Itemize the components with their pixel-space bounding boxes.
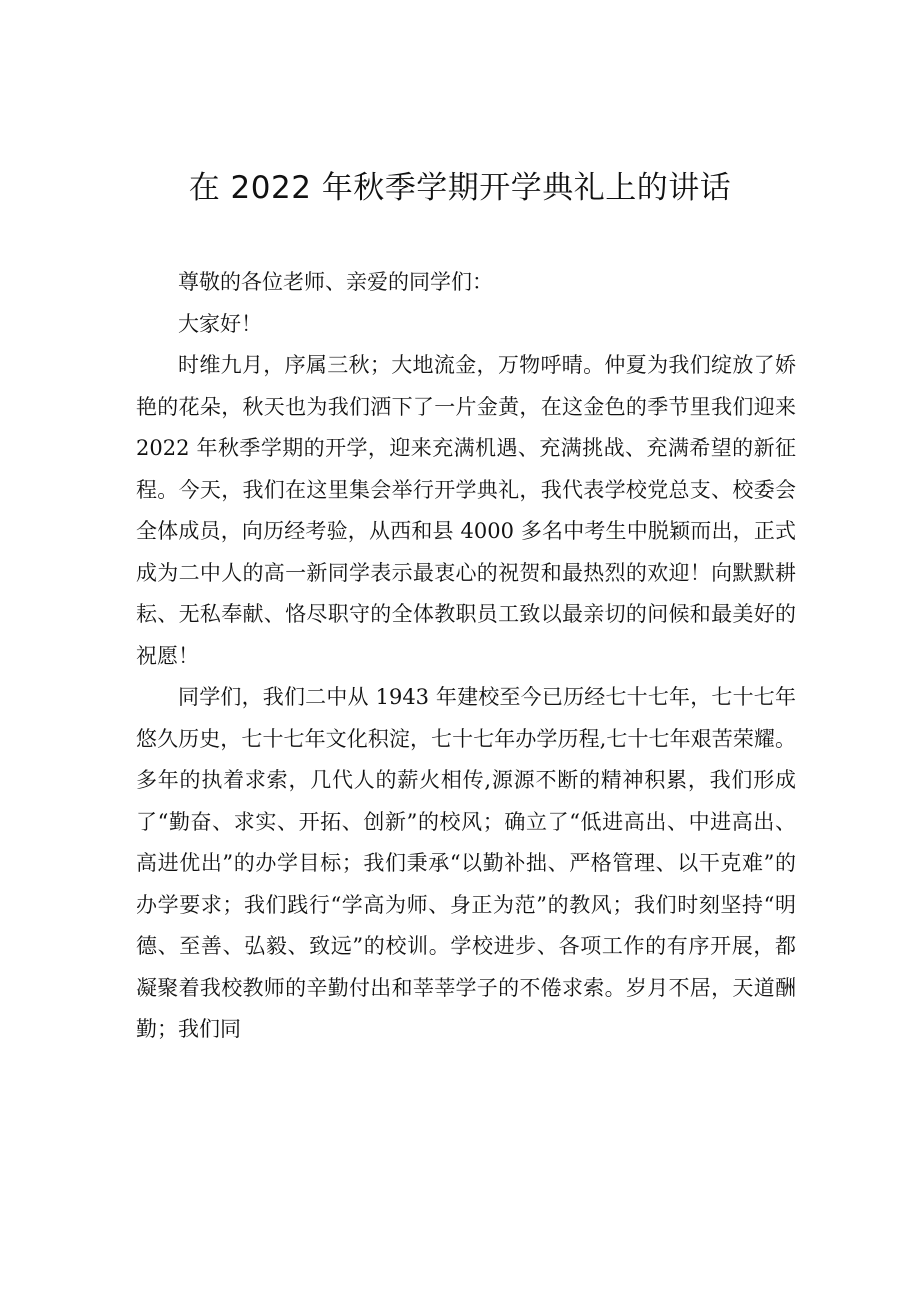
- body-paragraph-1: 时维九月，序属三秋；大地流金，万物呼晴。仲夏为我们绽放了娇艳的花朵，秋天也为我们洒下了一片金黄，在这金色的季节里我们迎来 2022 年秋季学期的开学，迎来充满机遇、充满挑战、充满希望的新征程。今天，我们在这里集会举行开学典礼，我代表学校党总支、校委会全体成员，向历经考验，从西和县 4000 多名中考生中脱颖而出，正式成为二中人的高一新同学表示最衷心的祝贺和最热烈的欢迎！向默默耕耘、无私奉献、恪尽职守的全体教职员工致以最亲切的问候和最美好的祝愿！: [136, 353, 796, 668]
- document-title: 在 2022 年秋季学期开学典礼上的讲话: [188, 170, 732, 206]
- greeting-paragraph: 大家好！: [178, 311, 262, 336]
- salutation-paragraph: 尊敬的各位老师、亲爱的同学们：: [178, 270, 493, 294]
- body-paragraph-2: 同学们，我们二中从 1943 年建校至今已历经七十七年，七十七年悠久历史，七十七年文化积淀，七十七年办学历程,七十七年艰苦荣耀。多年的执着求索，几代人的薪火相传,源源不断的精神积累，我们形成了“勤奋、求实、开拓、创新”的校风；确立了“低进高出、中进高出、高进优出”的办学目标；我们秉承“以勤补拙、严格管理、以干克难”的办学要求；我们践行“学高为师、身正为范”的教风；我们时刻坚持“明德、至善、弘毅、致远”的校训。学校进步、各项工作的有序开展，都凝聚着我校教师的辛勤付出和莘莘学子的不倦求索。岁月不居，天道酬勤；我们同: [136, 685, 796, 1041]
- document-body: [136, 262, 796, 1051]
